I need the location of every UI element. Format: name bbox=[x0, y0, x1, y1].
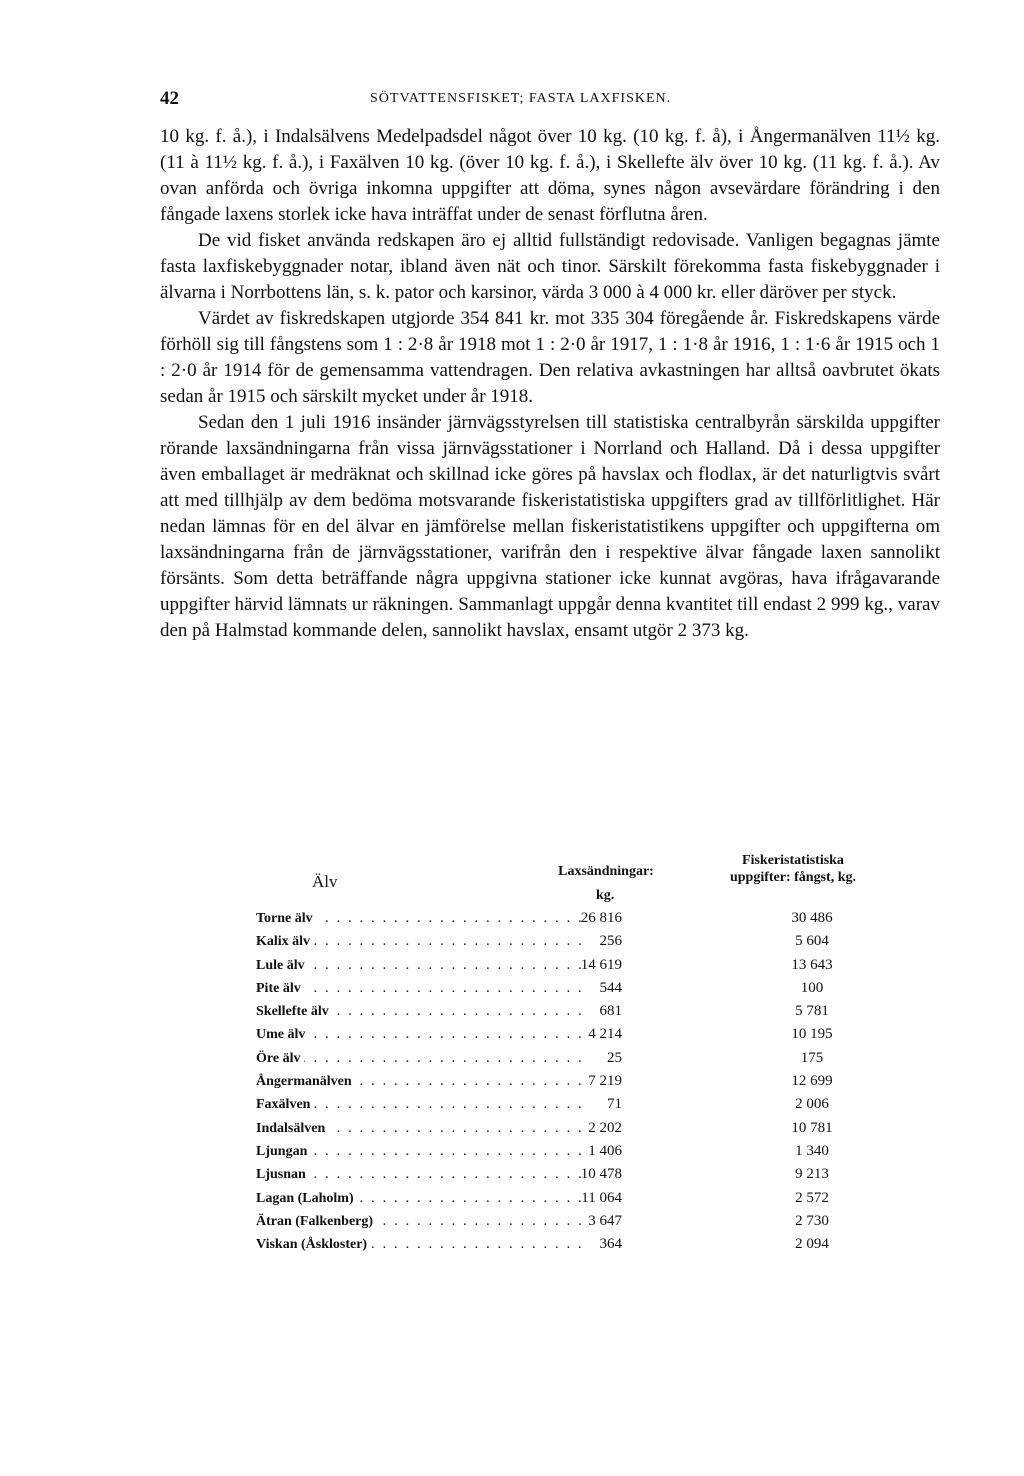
river-name-cell bbox=[256, 933, 581, 950]
body-text bbox=[160, 124, 940, 644]
header-shipments-unit: kg. bbox=[596, 888, 615, 903]
river-name-cell bbox=[256, 1190, 581, 1207]
table-row bbox=[256, 1001, 876, 1024]
river-name-cell bbox=[256, 1050, 581, 1067]
catch-value: 5 781 bbox=[795, 1003, 829, 1020]
table-body bbox=[256, 908, 876, 1257]
page-header bbox=[160, 88, 940, 112]
river-name: Indalsälven bbox=[256, 1121, 329, 1136]
paragraph-4: Sedan den 1 juli 1916 insänder järnvägsstyrelsen till statistiska centralbyrån särskilda uppgifter rörande laxsändningarna från vissa järnvägsstationer i Norrland och Halland. Då i dessa uppgifter även emballaget är medräknat och skillnad icke göres på havslax och flodlax, är det naturligtvis svårt att med tillhjälp av dem bedöma motsvarande fiskeristatistiska uppgifters grad av tillförlitlighet. Här nedan lämnas för en del älvar en jämförelse mellan fiskeristatistikens uppgifter och uppgifterna om laxsändningarna från de järnvägsstationer, varifrån den i respektive älvar fångade laxen sannolikt försänts. Som detta beträffande några uppgivna stationer icke kunnat avgöras, hava ifrågavarande uppgifter härvid lämnats ur räkningen. Sammanlagt uppgår denna kvantitet till endast 2 999 kg., varav den på Halmstad kommande delen, sannolikt havslax, ensamt utgör 2 373 kg. bbox=[160, 412, 940, 641]
river-name-cell bbox=[256, 1143, 581, 1160]
river-name-cell bbox=[256, 1213, 581, 1230]
shipments-value: 364 bbox=[599, 1236, 622, 1253]
river-name-cell bbox=[256, 1120, 581, 1137]
shipments-value: 11 064 bbox=[581, 1189, 622, 1206]
river-name: Ångermanälven bbox=[256, 1074, 356, 1089]
river-name-cell bbox=[256, 910, 581, 927]
page-number: 42 bbox=[160, 88, 179, 109]
river-name: Faxälven bbox=[256, 1097, 314, 1112]
table-header bbox=[256, 852, 876, 908]
shipments-value: 14 619 bbox=[580, 956, 622, 973]
table-row bbox=[256, 955, 876, 978]
shipments-value: 10 478 bbox=[580, 1166, 622, 1183]
shipments-value: 681 bbox=[599, 1003, 622, 1020]
table-row bbox=[256, 1234, 876, 1257]
catch-value: 30 486 bbox=[791, 910, 833, 926]
river-name: Öre älv bbox=[256, 1051, 304, 1066]
river-name-cell bbox=[256, 1026, 581, 1043]
shipments-value: 26 816 bbox=[580, 910, 622, 926]
river-name: Lagan (Laholm) bbox=[256, 1191, 358, 1206]
shipments-table bbox=[256, 852, 876, 1257]
river-name: Pite älv bbox=[256, 981, 305, 996]
catch-value: 2 094 bbox=[795, 1236, 829, 1253]
catch-value: 10 195 bbox=[791, 1026, 833, 1043]
shipments-value: 71 bbox=[607, 1096, 622, 1113]
shipments-value: 1 406 bbox=[588, 1142, 622, 1159]
shipments-value: 25 bbox=[607, 1049, 622, 1066]
table-row bbox=[256, 908, 876, 931]
table-row bbox=[256, 1118, 876, 1141]
catch-value: 100 bbox=[800, 979, 824, 996]
catch-value: 1 340 bbox=[795, 1142, 829, 1159]
river-name-cell bbox=[256, 1236, 581, 1253]
river-name: Torne älv bbox=[256, 911, 317, 926]
table-row bbox=[256, 1141, 876, 1164]
table-row bbox=[256, 1164, 876, 1187]
river-name-cell bbox=[256, 1166, 581, 1183]
river-name-cell bbox=[256, 1003, 581, 1020]
shipments-value: 7 219 bbox=[588, 1073, 622, 1090]
paragraph-3: Värdet av fiskredskapen utgjorde 354 841 kr. mot 335 304 föregående år. Fiskredskapens värde förhöll sig till fångstens som 1 : 2·8 år 1918 mot 1 : 2·0 år 1917, 1 : 1·8 år 1916, 1 : 1·6 år 1915 och 1 : 2·0 år 1914 för de gemensamma vattendragen. Den relativa avkastningen har alltså oavbrutet ökats sedan år 1915 och särskilt mycket under år 1918. bbox=[160, 308, 940, 407]
table-row bbox=[256, 1024, 876, 1047]
catch-value: 2 572 bbox=[795, 1189, 829, 1206]
paragraph-1: 10 kg. f. å.), i Indalsälvens Medelpadsdel något över 10 kg. (10 kg. f. å), i Ångermanälven 11½ kg. (11 à 11½ kg. f. å.), i Faxälven 10 kg. (över 10 kg. f. å.), i Skellefte älv över 10 kg. (11 kg. f. å.). Av ovan anförda och övriga inkomna uppgifter att döma, synes någon avsevärdare förändring i den fångade laxens storlek icke hava inträffat under de senast förflutna åren. bbox=[160, 126, 940, 225]
header-shipments: Laxsändningar: bbox=[558, 864, 654, 879]
shipments-value: 2 202 bbox=[588, 1119, 622, 1136]
catch-value: 175 bbox=[800, 1049, 824, 1066]
shipments-value: 256 bbox=[599, 933, 622, 950]
table-row bbox=[256, 931, 876, 954]
catch-value: 13 643 bbox=[791, 956, 833, 973]
paragraph-2: De vid fisket använda redskapen äro ej alltid fullständigt redovisade. Vanligen begagnas jämte fasta laxfiskebyggnader notar, ibland även nät och tinor. Särskilt förekomma fasta fiskebyggnader i älvarna i Norrbottens län, s. k. pator och karsinor, värda 3 000 à 4 000 kr. eller däröver per styck. bbox=[160, 230, 940, 303]
header-fisheries: Fiskeristatistiska uppgifter: fångst, kg. bbox=[729, 853, 856, 885]
catch-value: 2 730 bbox=[795, 1212, 829, 1229]
table-row bbox=[256, 1188, 876, 1211]
river-name-cell bbox=[256, 1073, 581, 1090]
river-name: Ume älv bbox=[256, 1027, 309, 1042]
running-head: SÖTVATTENSFISKET; FASTA LAXFISKEN. bbox=[370, 91, 672, 106]
table-row bbox=[256, 1094, 876, 1117]
river-name: Ätran (Falkenberg) bbox=[256, 1214, 377, 1229]
table-row bbox=[256, 1211, 876, 1234]
river-name: Viskan (Åskloster) bbox=[256, 1237, 371, 1252]
catch-value: 5 604 bbox=[795, 933, 829, 950]
river-name-cell bbox=[256, 957, 581, 974]
catch-value: 12 699 bbox=[791, 1073, 833, 1090]
river-name: Kalix älv bbox=[256, 934, 314, 949]
river-name-cell bbox=[256, 1096, 581, 1113]
river-name: Skellefte älv bbox=[256, 1004, 333, 1019]
shipments-value: 3 647 bbox=[588, 1212, 622, 1229]
table-row bbox=[256, 1071, 876, 1094]
river-name: Ljungan bbox=[256, 1144, 311, 1159]
river-name: Lule älv bbox=[256, 958, 309, 973]
header-river: Älv bbox=[312, 872, 338, 891]
table-row bbox=[256, 978, 876, 1001]
table-row bbox=[256, 1048, 876, 1071]
river-name-cell bbox=[256, 980, 581, 997]
shipments-value: 544 bbox=[599, 979, 622, 996]
catch-value: 9 213 bbox=[795, 1166, 829, 1183]
river-name: Ljusnan bbox=[256, 1167, 310, 1182]
catch-value: 10 781 bbox=[791, 1119, 833, 1136]
catch-value: 2 006 bbox=[795, 1096, 829, 1113]
shipments-value: 4 214 bbox=[588, 1026, 622, 1043]
